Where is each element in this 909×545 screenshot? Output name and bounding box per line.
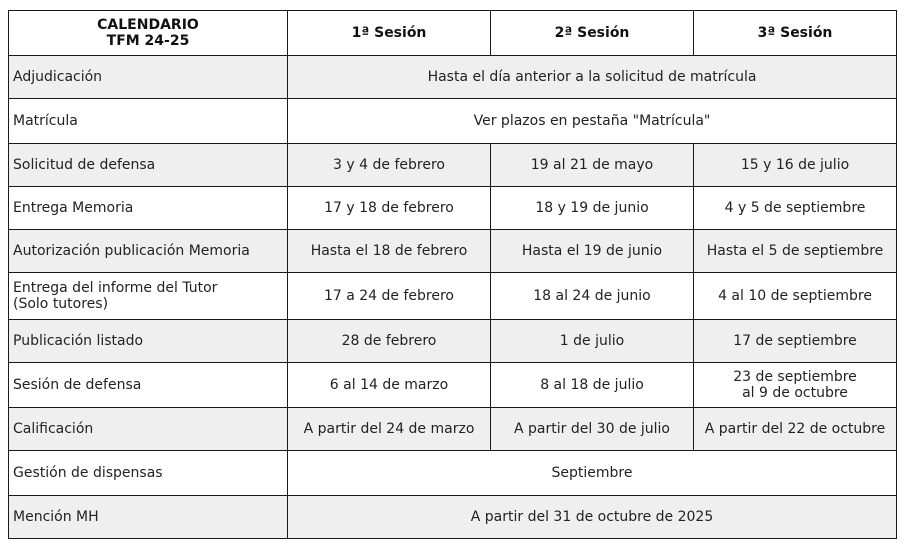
- row-label-line-2: (Solo tutores): [13, 296, 109, 312]
- row-label-line-1: Entrega del informe del Tutor: [13, 280, 218, 296]
- table-row: [9, 496, 897, 539]
- table-row: [9, 363, 897, 408]
- table-title: [9, 11, 288, 56]
- table-row: [9, 187, 897, 230]
- session-3-cell: [694, 363, 897, 408]
- table-row: [9, 451, 897, 496]
- session-3-cell-line-1: 23 de septiembre: [733, 369, 857, 385]
- tfm-calendar-table: [8, 10, 897, 539]
- row-label: Autorización publicación Memoria: [9, 230, 288, 273]
- row-label: Calificación: [9, 408, 288, 451]
- row-label: Adjudicación: [9, 56, 288, 99]
- session-3-cell: Hasta el 5 de septiembre: [694, 230, 897, 273]
- row-label: Mención MH: [9, 496, 288, 539]
- session-2-cell: A partir del 30 de julio: [491, 408, 694, 451]
- row-label: Entrega Memoria: [9, 187, 288, 230]
- session-1-cell: 6 al 14 de marzo: [288, 363, 491, 408]
- session-1-cell: 17 y 18 de febrero: [288, 187, 491, 230]
- table-row: [9, 408, 897, 451]
- session-2-cell: Hasta el 19 de junio: [491, 230, 694, 273]
- merged-cell: Septiembre: [288, 451, 897, 496]
- session-3-header: 3ª Sesión: [694, 11, 897, 56]
- row-label: Solicitud de defensa: [9, 144, 288, 187]
- merged-cell: A partir del 31 de octubre de 2025: [288, 496, 897, 539]
- session-3-cell-line-2: al 9 de octubre: [742, 385, 848, 401]
- session-1-cell: 3 y 4 de febrero: [288, 144, 491, 187]
- session-2-cell: 18 al 24 de junio: [491, 273, 694, 320]
- session-1-cell: Hasta el 18 de febrero: [288, 230, 491, 273]
- session-3-cell: 15 y 16 de julio: [694, 144, 897, 187]
- row-label: Publicación listado: [9, 320, 288, 363]
- session-3-cell: 17 de septiembre: [694, 320, 897, 363]
- session-2-cell: 18 y 19 de junio: [491, 187, 694, 230]
- title-line-1: CALENDARIO: [97, 17, 199, 33]
- session-2-cell: 19 al 21 de mayo: [491, 144, 694, 187]
- merged-cell: Ver plazos en pestaña "Matrícula": [288, 99, 897, 144]
- table-row: [9, 230, 897, 273]
- merged-cell: Hasta el día anterior a la solicitud de matrícula: [288, 56, 897, 99]
- session-3-cell: A partir del 22 de octubre: [694, 408, 897, 451]
- row-label: [9, 273, 288, 320]
- session-2-cell: 1 de julio: [491, 320, 694, 363]
- row-label: Sesión de defensa: [9, 363, 288, 408]
- row-label: Gestión de dispensas: [9, 451, 288, 496]
- session-2-cell: 8 al 18 de julio: [491, 363, 694, 408]
- session-3-cell: 4 y 5 de septiembre: [694, 187, 897, 230]
- table-row: [9, 320, 897, 363]
- title-line-2: TFM 24-25: [106, 33, 190, 49]
- session-1-cell: A partir del 24 de marzo: [288, 408, 491, 451]
- session-1-cell: 28 de febrero: [288, 320, 491, 363]
- header-row: [9, 11, 897, 56]
- table-row: [9, 144, 897, 187]
- session-3-cell: 4 al 10 de septiembre: [694, 273, 897, 320]
- session-1-header: 1ª Sesión: [288, 11, 491, 56]
- table-row: [9, 99, 897, 144]
- table-row: [9, 273, 897, 320]
- session-2-header: 2ª Sesión: [491, 11, 694, 56]
- row-label: Matrícula: [9, 99, 288, 144]
- session-1-cell: 17 a 24 de febrero: [288, 273, 491, 320]
- table-row: [9, 56, 897, 99]
